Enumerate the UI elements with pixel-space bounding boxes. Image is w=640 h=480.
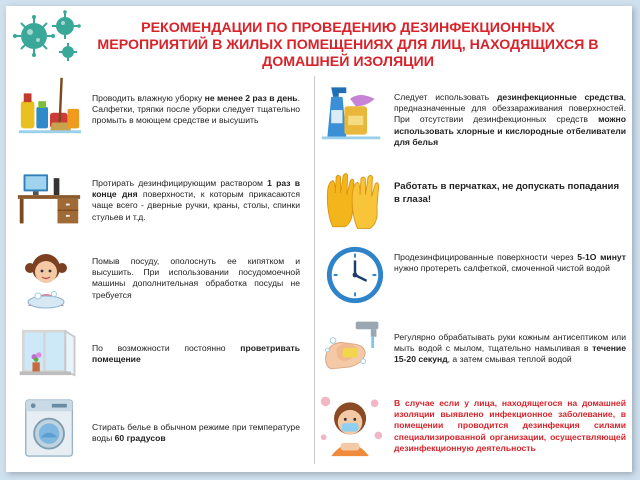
tip-text-span: Помыв посуду, ополоснуть ее кипятком и высушить. При использовании посудомоечной машины дополнительная обработка посуды не требуется [92,256,300,300]
virus-icon [10,6,86,66]
tip-text [394,180,626,206]
tip-text-span: В случае если у лица, находящегося на домашней изоляции выявлено инфекционное заболевание, в помещении проводится дезинфекция силами специализированной организации, осуществляющей дезинфекционную деятельность [394,398,626,453]
tip-text-span: Протирать дезинфицирующим раствором [92,178,268,188]
disinfectant-spray-icon [318,76,384,146]
tip-text-bold: течение 15-20 секунд [394,343,626,365]
tip-text [92,178,300,223]
wall-clock-icon [324,244,386,306]
tip-text-span: нужно протереть салфеткой, смоченной чистой водой [394,263,610,274]
tip-text-bold: 1 раз в конце дня [92,178,300,200]
tip-text-bold: можно использовать хлорные и кислородные отбеливатели для белья [394,114,626,147]
open-window-icon [16,326,80,384]
hand-washing-icon [318,318,384,380]
tip-text [394,398,626,454]
tip-text-span: , а затем смывая теплой водой [447,354,572,365]
tip-text-span: Работать в перчатках, не допускать попадания в глаза! [394,181,620,205]
tip-infection-case [318,386,632,470]
tip-laundry [6,394,306,468]
tip-disinfectants [318,70,632,156]
tip-text-bold: 60 градусов [114,433,166,444]
tip-text-span: . Салфетки, тряпки после уборки следует тщательно промыть в моющем средстве и высушить [92,93,300,126]
tip-text-span: поверхности, к которым прикасаются чаще всего - дверные ручки, краны, столы, спинки стульев и т.д. [92,189,300,222]
tip-wet-cleaning [6,70,306,150]
tip-text [394,92,626,148]
cleaning-supplies-icon [14,72,84,140]
tip-text-span: Продезинфицированные поверхности через [394,252,578,262]
tip-text [92,256,300,301]
tip-text-span: Стирать белье в обычном режиме при температуре воды [92,422,300,444]
tip-gloves [318,166,632,240]
column-divider [314,76,315,464]
tip-hand-hygiene [318,318,632,384]
masked-girl-icon [318,390,384,460]
tip-text-span: Следует использовать [394,92,497,102]
tip-text-bold: проветривать помещение [92,343,300,365]
tip-wipe-after [318,242,632,314]
tip-dishes [6,244,306,322]
tip-text-span: Проводить влажную уборку [92,93,205,103]
girl-washing-dishes-icon [12,244,82,314]
tip-disinfect-surfaces [6,164,306,242]
tip-ventilate [6,324,306,390]
page-title: РЕКОМЕНДАЦИИ ПО ПРОВЕДЕНИЮ ДЕЗИНФЕКЦИОННЫХ МЕРОПРИЯТИЙ В ЖИЛЫХ ПОМЕЩЕНИЯХ ДЛЯ ЛИЦ, НАХОДЯЩИХСЯ В ДОМАШНЕЙ ИЗОЛЯЦИИ [97,20,599,70]
tip-text [92,93,300,127]
tip-text [92,422,300,444]
tip-text-span: Регулярно обрабатывать руки кожным антисептиком или мыть водой с мылом, тщательно намыливая в [394,332,626,354]
tip-text-bold: 5-1О минут [577,252,626,262]
rubber-gloves-icon [322,168,384,234]
washing-machine-icon [22,398,78,460]
tip-text [394,332,626,366]
poster [6,6,632,472]
desk-computer-icon [16,168,82,226]
tip-text-span: По возможности постоянно [92,343,241,353]
tip-text [92,343,300,365]
tip-text-span: , предназначенные для обеззараживания поверхностей. При отсутствии дезинфекционных средств [394,92,626,125]
tip-text [394,252,626,274]
tip-text-bold: не менее 2 раз в день [204,93,298,103]
tip-text-bold: дезинфекционные средства [496,92,624,102]
